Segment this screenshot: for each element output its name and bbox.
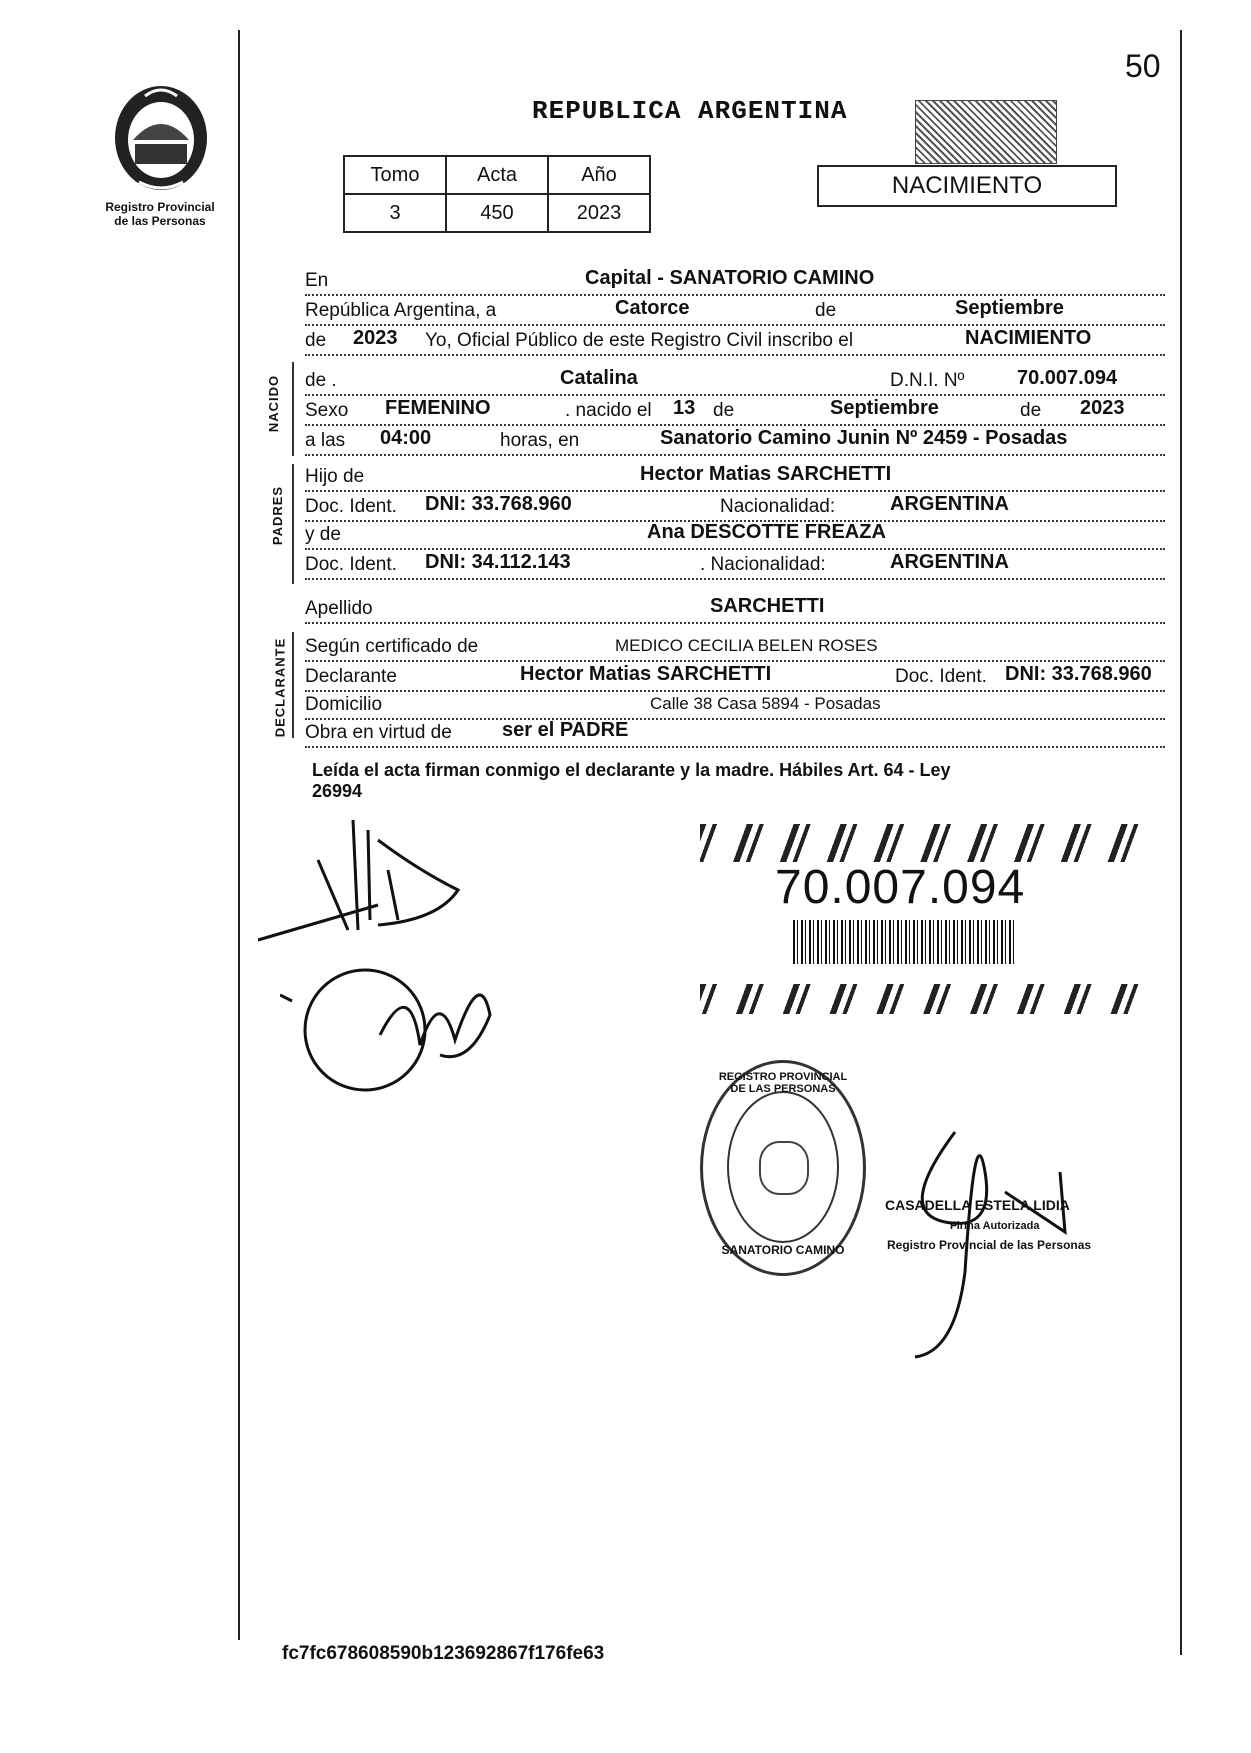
value-anio: 2023 bbox=[353, 327, 398, 349]
province-coat-of-arms bbox=[105, 78, 217, 198]
value-lugar-nac: Sanatorio Camino Junin Nº 2459 - Posadas bbox=[660, 427, 1068, 449]
value-madre-doc: DNI: 34.112.143 bbox=[425, 551, 571, 573]
officer-signature bbox=[885, 1112, 1125, 1362]
label-yo-oficial: Yo, Oficial Público de este Registro Civil inscribo el bbox=[425, 330, 854, 351]
closing-text bbox=[312, 760, 951, 802]
acta-header: Acta bbox=[446, 156, 548, 194]
value-hora: 04:00 bbox=[380, 427, 432, 449]
side-nacido: NACIDO bbox=[266, 374, 282, 433]
registry-name bbox=[90, 200, 230, 228]
mother-signature bbox=[280, 955, 530, 1095]
label-de1: de bbox=[815, 300, 837, 321]
nacido-bar bbox=[292, 362, 294, 456]
label-de3: de bbox=[713, 400, 735, 421]
value-dia-nac: 13 bbox=[673, 397, 696, 419]
row-madre-doc bbox=[305, 548, 1165, 580]
value-declarante-doc: DNI: 33.768.960 bbox=[1005, 663, 1152, 685]
anio-value: 2023 bbox=[548, 194, 650, 232]
record-table bbox=[343, 155, 651, 233]
registry-name-line1: Registro Provincial bbox=[105, 200, 215, 214]
value-certificado: MEDICO CECILIA BELEN ROSES bbox=[615, 636, 878, 655]
row-nombre bbox=[305, 364, 1165, 396]
closing-text-line2: 26994 bbox=[312, 781, 363, 801]
closing-text-line1: Leída el acta firman conmigo el declarante y la madre. Hábiles Art. 64 - Ley bbox=[312, 760, 951, 780]
official-seal bbox=[700, 1060, 866, 1276]
page-number: 50 bbox=[1125, 48, 1161, 84]
row-madre bbox=[305, 518, 1165, 550]
officer-title: Firma Autorizada bbox=[950, 1220, 1040, 1232]
value-anio-nac: 2023 bbox=[1080, 397, 1125, 419]
label-declarante: Declarante bbox=[305, 666, 397, 687]
security-pattern bbox=[915, 100, 1057, 164]
row-certificado bbox=[305, 630, 1165, 662]
value-domicilio: Calle 38 Casa 5894 - Posadas bbox=[650, 694, 881, 713]
stamp-number: 70.007.094 bbox=[775, 861, 1026, 914]
barcode bbox=[793, 920, 1016, 964]
row-obra bbox=[305, 716, 1165, 748]
row-fecha bbox=[305, 294, 1165, 326]
document-hash: fc7fc678608590b123692867f176fe63 bbox=[282, 1643, 605, 1664]
value-inscribe: NACIMIENTO bbox=[965, 327, 1092, 349]
security-band-top bbox=[700, 824, 1145, 862]
declarant-signature bbox=[258, 810, 468, 950]
value-sexo: FEMENINO bbox=[385, 397, 491, 419]
label-doc-ident2: Doc. Ident. bbox=[305, 554, 397, 575]
tomo-header: Tomo bbox=[344, 156, 446, 194]
label-obra: Obra en virtud de bbox=[305, 722, 452, 743]
row-sexo bbox=[305, 394, 1165, 426]
left-margin-line bbox=[238, 30, 240, 1640]
acta-value: 450 bbox=[446, 194, 548, 232]
registry-name-line2: de las Personas bbox=[114, 214, 206, 228]
value-nombre: Catalina bbox=[560, 367, 638, 389]
row-apellido bbox=[305, 592, 1165, 624]
label-nacido-el: . nacido el bbox=[565, 400, 652, 421]
value-declarante: Hector Matias SARCHETTI bbox=[520, 663, 772, 685]
officer-org: Registro Provincial de las Personas bbox=[887, 1238, 1092, 1252]
label-segun: Según certificado de bbox=[305, 636, 479, 657]
label-nacionalidad2: . Nacionalidad: bbox=[700, 554, 826, 575]
label-horas-en: horas, en bbox=[500, 430, 580, 451]
seal-inner-text: SANATORIO CAMINO bbox=[721, 1243, 845, 1257]
tomo-value: 3 bbox=[344, 194, 446, 232]
right-margin-line bbox=[1180, 30, 1182, 1655]
value-madre-nac: ARGENTINA bbox=[890, 551, 1009, 573]
label-dni: D.N.I. Nº bbox=[890, 370, 965, 391]
label-republica: República Argentina, a bbox=[305, 300, 497, 321]
value-dni: 70.007.094 bbox=[1017, 367, 1118, 389]
security-band-bottom bbox=[700, 984, 1145, 1014]
country-title: REPUBLICA ARGENTINA bbox=[532, 96, 848, 126]
label-doc-ident1: Doc. Ident. bbox=[305, 496, 397, 517]
row-padre bbox=[305, 460, 1165, 492]
label-de2: de bbox=[305, 330, 327, 351]
value-apellido: SARCHETTI bbox=[710, 595, 825, 617]
value-lugar: Capital - SANATORIO CAMINO bbox=[585, 267, 875, 289]
label-en: En bbox=[305, 270, 329, 291]
value-obra: ser el PADRE bbox=[502, 719, 629, 741]
value-padre-nac: ARGENTINA bbox=[890, 493, 1009, 515]
anio-header: Año bbox=[548, 156, 650, 194]
value-mes: Septiembre bbox=[955, 297, 1064, 319]
value-padre: Hector Matias SARCHETTI bbox=[640, 463, 892, 485]
doc-type-box: NACIMIENTO bbox=[817, 165, 1117, 207]
seal-text: REGISTRO PROVINCIAL DE LAS PERSONAS bbox=[718, 1071, 848, 1095]
officer-name: CASADELLA ESTELA LIDIA bbox=[885, 1197, 1070, 1213]
label-de-nacido: de . bbox=[305, 370, 337, 391]
row-en bbox=[305, 264, 1165, 296]
declarante-bar bbox=[292, 632, 294, 738]
label-sexo: Sexo bbox=[305, 400, 349, 421]
label-nacionalidad1: Nacionalidad: bbox=[720, 496, 836, 517]
padres-bar bbox=[292, 464, 294, 584]
value-padre-doc: DNI: 33.768.960 bbox=[425, 493, 572, 515]
row-hora bbox=[305, 424, 1165, 456]
seal-emblem-icon bbox=[759, 1141, 809, 1195]
label-domicilio: Domicilio bbox=[305, 694, 383, 715]
label-doc-ident3: Doc. Ident. bbox=[895, 666, 987, 687]
value-dia: Catorce bbox=[615, 297, 690, 319]
label-a-las: a las bbox=[305, 430, 346, 451]
value-madre: Ana DESCOTTE FREAZA bbox=[647, 521, 886, 543]
row-inscribe bbox=[305, 324, 1165, 356]
label-hijo-de: Hijo de bbox=[305, 466, 365, 487]
side-padres: PADRES bbox=[270, 485, 286, 546]
label-de4: de bbox=[1020, 400, 1042, 421]
label-apellido: Apellido bbox=[305, 598, 373, 619]
label-y-de: y de bbox=[305, 524, 341, 545]
value-mes-nac: Septiembre bbox=[830, 397, 939, 419]
side-declarante: DECLARANTE bbox=[272, 637, 288, 738]
